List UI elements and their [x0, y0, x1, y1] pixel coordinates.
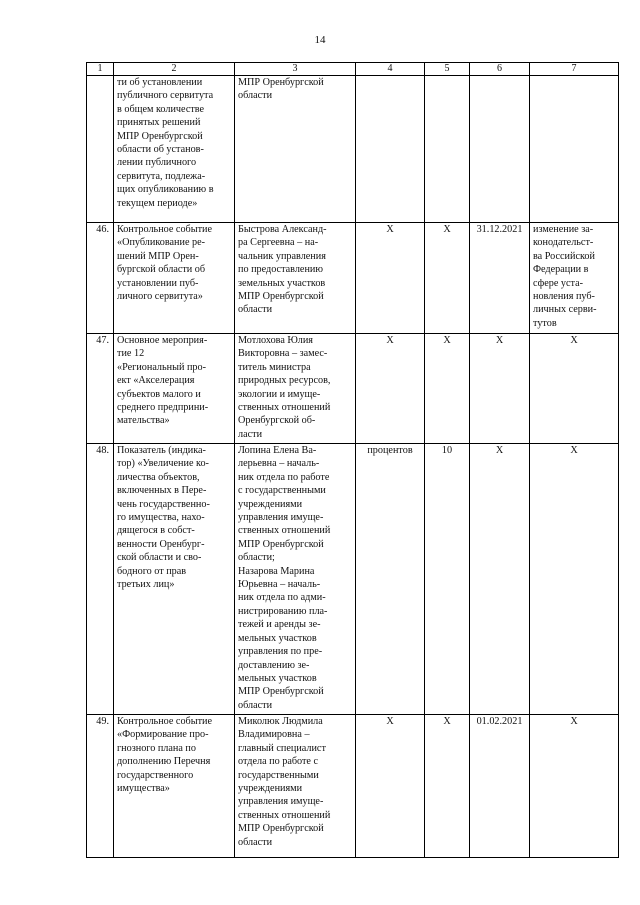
- note-cell: Х: [530, 334, 619, 444]
- column-header: 7: [530, 63, 619, 76]
- date-cell: Х: [470, 444, 530, 715]
- responsible-person: Мотлохова Юлия Викторовна – замес- титель министра природных ресурсов, экологии и имуще- ственных отношений Оренбургской об- ласти: [235, 334, 356, 444]
- column-header: 3: [235, 63, 356, 76]
- column-header: 1: [87, 63, 114, 76]
- column-header: 2: [114, 63, 235, 76]
- table-row: [87, 715, 619, 858]
- event-name: ти об установлении публичного сервитута в общем количестве принятых решений МПР Оренбургской области об установ- лении публичного сервитута, подлежа- щих опубликованию в текущем периоде»: [114, 76, 235, 223]
- page-number: 14: [314, 34, 326, 46]
- table-row: [87, 444, 619, 715]
- header-row: [87, 63, 619, 76]
- table-row: [87, 334, 619, 444]
- unit-cell: Х: [356, 334, 425, 444]
- column-header: 5: [425, 63, 470, 76]
- value-cell: Х: [425, 334, 470, 444]
- unit-cell: Х: [356, 223, 425, 334]
- row-number: 49.: [87, 715, 114, 858]
- note-cell: Х: [530, 444, 619, 715]
- event-name: Контрольное событие «Опубликование ре- шений МПР Орен- бургской области об установлении пуб- личного сервитута»: [114, 223, 235, 334]
- table-row: [87, 223, 619, 334]
- value-cell: Х: [425, 223, 470, 334]
- date-cell: Х: [470, 334, 530, 444]
- note-cell: [530, 76, 619, 223]
- row-number: 46.: [87, 223, 114, 334]
- event-name: Контрольное событие «Формирование про- гнозного плана по дополнению Перечня государственного имущества»: [114, 715, 235, 858]
- row-number: [87, 76, 114, 223]
- unit-cell: [356, 76, 425, 223]
- date-cell: 01.02.2021: [470, 715, 530, 858]
- unit-cell: Х: [356, 715, 425, 858]
- date-cell: [470, 76, 530, 223]
- responsible-person: Миколюк Людмила Владимировна – главный специалист отдела по работе с государственными учреждениями управления имуще- ственных отношений МПР Оренбургской области: [235, 715, 356, 858]
- table-row: [87, 76, 619, 223]
- responsible-person: Лопина Елена Ва- лерьевна – началь- ник отдела по работе с государственными учреждениями управления имуще- ственных отношений МПР Оренбургской области; Назарова Марина Юрьевна – началь- ник отдела по адми- нистрированию пла- тежей и аренды зе- мельных участков управления по пре- доставлению зе- мельных участков МПР Оренбургской области: [235, 444, 356, 715]
- value-cell: Х: [425, 715, 470, 858]
- unit-cell: процентов: [356, 444, 425, 715]
- event-name: Основное мероприя- тие 12 «Региональный про- ект «Акселерация субъектов малого и среднего предприни- мательства»: [114, 334, 235, 444]
- responsible-person: Быстрова Александ- ра Сергеевна – на- чальник управления по предоставлению земельных участков МПР Оренбургской области: [235, 223, 356, 334]
- note-cell: Х: [530, 715, 619, 858]
- plan-table: [86, 62, 619, 858]
- value-cell: 10: [425, 444, 470, 715]
- row-number: 47.: [87, 334, 114, 444]
- note-cell: изменение за- конодательст- ва Российской Федерации в сфере уста- новления пуб- личных серви- тутов: [530, 223, 619, 334]
- row-number: 48.: [87, 444, 114, 715]
- value-cell: [425, 76, 470, 223]
- event-name: Показатель (индика- тор) «Увеличение ко- личества объектов, включенных в Пере- чень государственно- го имущества, нахо- дящегося в собст- венности Оренбург- ской области и сво- бодного от прав третьих лиц»: [114, 444, 235, 715]
- responsible-person: МПР Оренбургской области: [235, 76, 356, 223]
- column-header: 6: [470, 63, 530, 76]
- date-cell: 31.12.2021: [470, 223, 530, 334]
- column-header: 4: [356, 63, 425, 76]
